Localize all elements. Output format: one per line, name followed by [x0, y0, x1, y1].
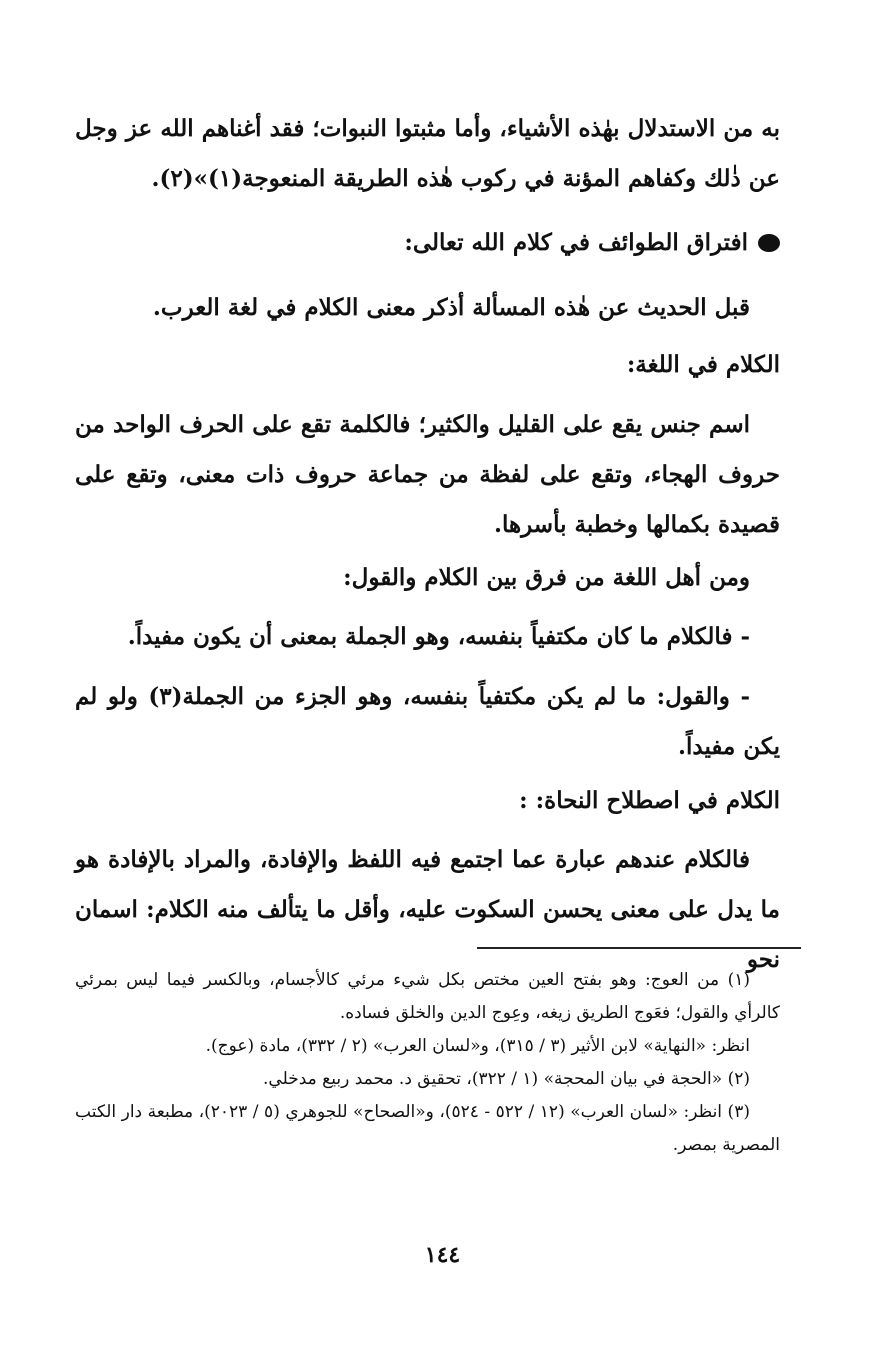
footnote-1: (١) من العوج: وهو بفتح العين مختص بكل شيء مرئي كالأجسام، وبالكسر فيما ليس بمرئي كالرأي والقول؛ فعَوج الطريق زيغه، وعِوج الدين والخلق فساده.: [75, 970, 780, 1023]
paragraph-4: ومن أهل اللغة من فرق بين الكلام والقول:: [343, 564, 750, 591]
paragraph-7: فالكلام عندهم عبارة عما اجتمع فيه اللفظ والإفادة، والمراد بالإفادة هو ما يدل على معنى يحسن السكوت عليه، وأقل ما يتألف منه الكلام: اسمان نحو: [75, 846, 780, 973]
paragraph-1: به من الاستدلال بهٰذه الأشياء، وأما مثبتوا النبوات؛ فقد أغناهم الله عز وجل عن ذٰلك وكفاهم المؤنة في ركوب هٰذه الطريقة المنعوجة(١)»(٢).: [75, 115, 780, 192]
footnote-divider: [477, 947, 801, 949]
paragraph-block-2: [75, 283, 780, 333]
section-heading-language: [75, 340, 780, 390]
paragraph-block-7: [75, 835, 780, 985]
heading-text-language: الكلام في اللغة:: [626, 351, 780, 378]
footnotes-section: [75, 964, 780, 1162]
heading-text-grammarians: الكلام في اصطلاح النحاة: :: [519, 787, 780, 814]
section-heading-factions: [75, 218, 780, 268]
bullet-icon: [758, 234, 780, 252]
paragraph-block-5: [75, 612, 780, 662]
paragraph-6: - والقول: ما لم يكن مكتفياً بنفسه، وهو الجزء من الجملة(٣) ولو لم يكن مفيداً.: [75, 683, 780, 760]
paragraph-5: - فالكلام ما كان مكتفياً بنفسه، وهو الجملة بمعنى أن يكون مفيداً.: [127, 623, 750, 650]
paragraph-3: اسم جنس يقع على القليل والكثير؛ فالكلمة تقع على الحرف الواحد من حروف الهجاء، وتقع على لفظة من جماعة حروف ذات معنى، وتقع على قصيدة بكمالها وخطبة بأسرها.: [75, 411, 780, 538]
paragraph-block-1: [75, 104, 780, 204]
paragraph-block-3: [75, 400, 780, 550]
page-number: ١٤٤: [424, 1242, 461, 1268]
paragraph-block-6: [75, 672, 780, 772]
paragraph-block-4: [75, 553, 780, 603]
footnote-1-reference: انظر: «النهاية» لابن الأثير (٣ / ٣١٥)، و«لسان العرب» (٢ / ٣٣٢)، مادة (عوج).: [205, 1036, 750, 1056]
section-heading-grammarians: [75, 776, 780, 826]
footnote-3: (٣) انظر: «لسان العرب» (١٢ / ٥٢٢ - ٥٢٤)، و«الصحاح» للجوهري (٥ / ٢٠٢٣)، مطبعة دار الكتب المصرية بمصر.: [75, 1102, 780, 1155]
heading-text-factions: افتراق الطوائف في كلام الله تعالى:: [404, 229, 748, 256]
paragraph-2: قبل الحديث عن هٰذه المسألة أذكر معنى الكلام في لغة العرب.: [152, 294, 750, 321]
footnote-2: (٢) «الحجة في بيان المحجة» (١ / ٣٢٢)، تحقيق د. محمد ربيع مدخلي.: [263, 1069, 750, 1089]
